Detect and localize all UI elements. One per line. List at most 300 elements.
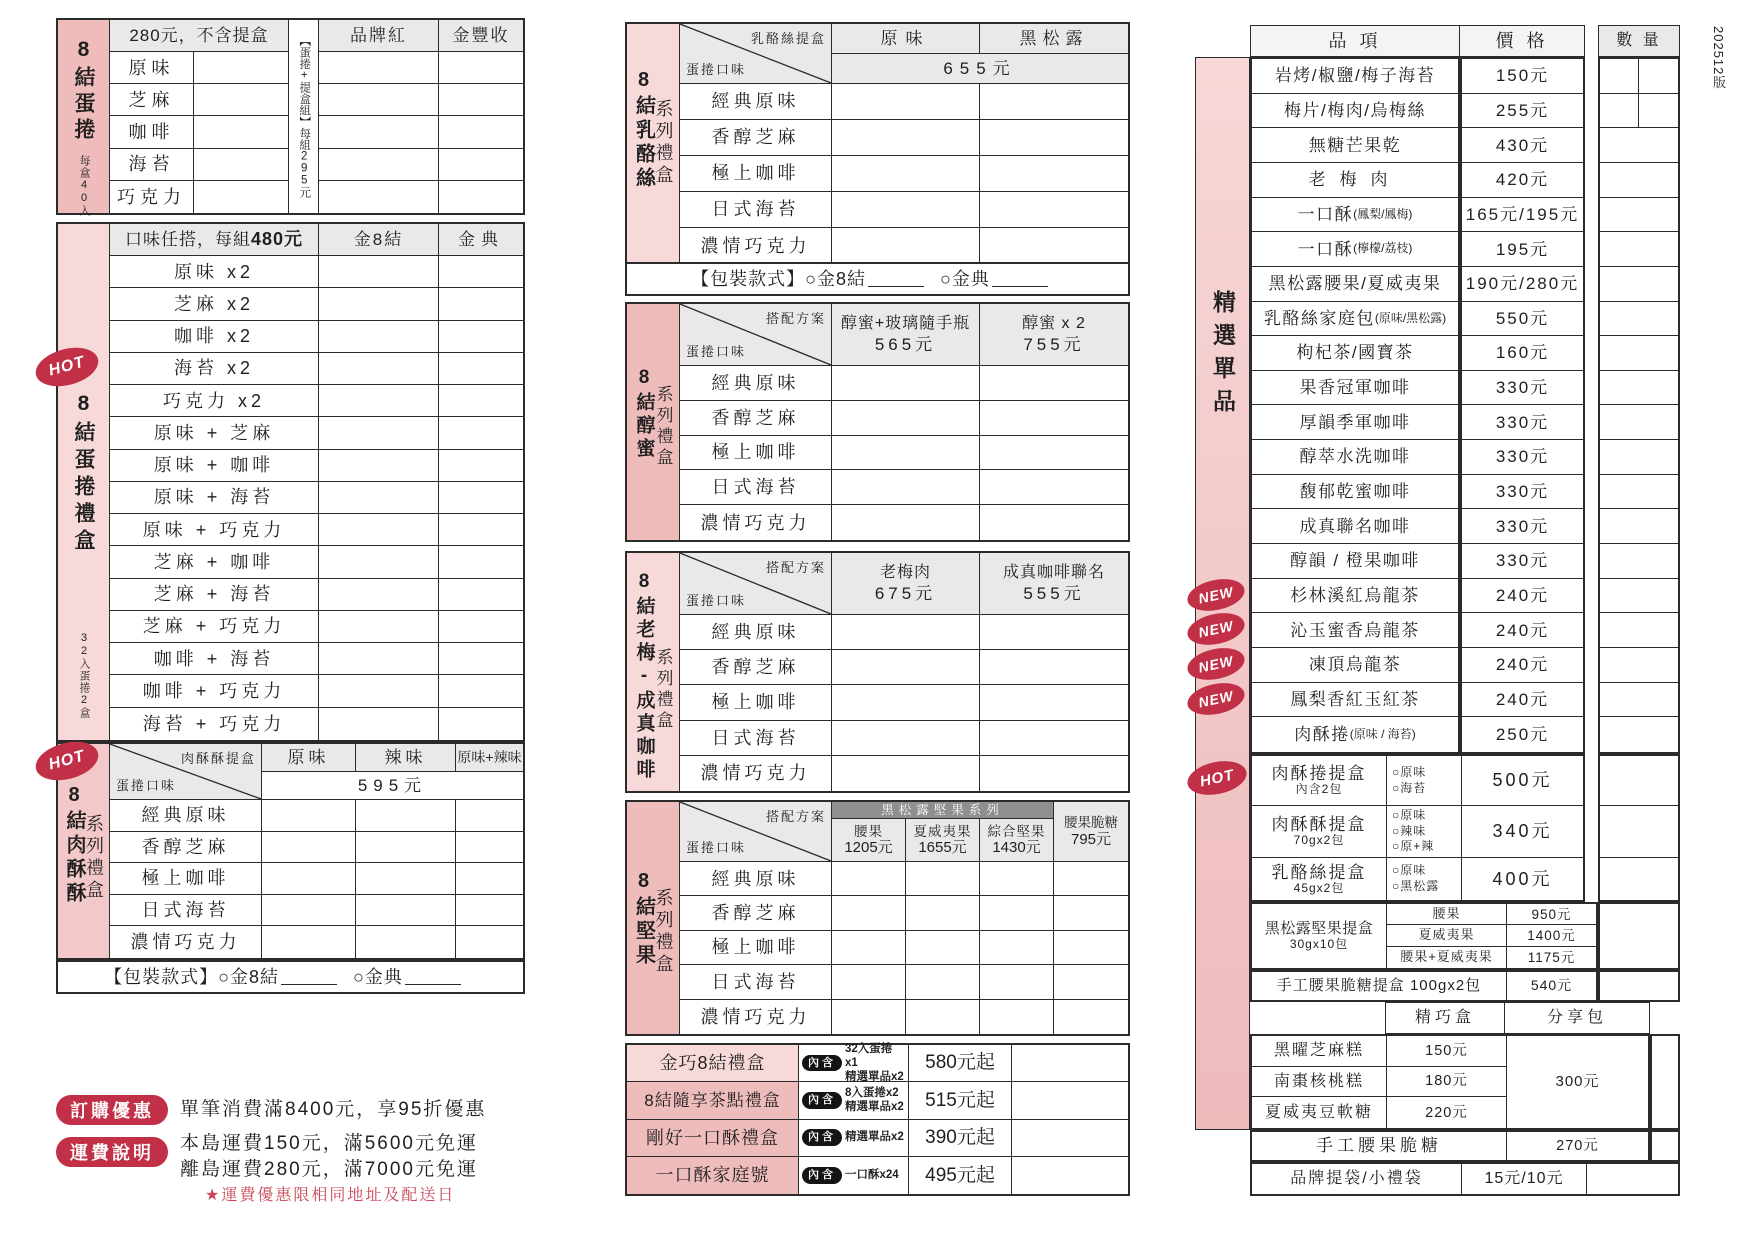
- nut-price: 1655元: [918, 838, 967, 856]
- qty-cell[interactable]: [1598, 970, 1680, 1002]
- order-cell[interactable]: [1012, 1082, 1128, 1119]
- plum-coffee-giftbox-section: [625, 551, 1130, 793]
- item-price: 330元: [1462, 509, 1583, 544]
- flavor-label: 濃情巧克力: [680, 505, 832, 540]
- package-style-row: [56, 960, 525, 994]
- promo-badge: NEW: [1186, 575, 1247, 614]
- order-cell[interactable]: [1054, 1000, 1128, 1034]
- sweet-petite-price: 180元: [1387, 1067, 1507, 1098]
- qty-cell[interactable]: [1600, 198, 1678, 233]
- item-label: [1252, 717, 1458, 752]
- column-header-golden-harvest: 金豐收: [439, 20, 523, 52]
- item-label-text: 鳳梨香紅玉紅茶: [1290, 689, 1420, 709]
- order-cell[interactable]: [980, 721, 1128, 756]
- hamper-price: 400元: [1492, 868, 1553, 889]
- qty-cell[interactable]: [1600, 94, 1639, 129]
- order-cell[interactable]: [980, 120, 1128, 156]
- order-cell[interactable]: [262, 895, 356, 927]
- order-cell[interactable]: [1054, 965, 1128, 999]
- order-cell[interactable]: [319, 52, 439, 84]
- item-label: [1252, 232, 1458, 267]
- combo-gift-price: 495元起: [909, 1157, 1012, 1194]
- series-title-group: [58, 784, 109, 906]
- order-cell[interactable]: [980, 650, 1128, 685]
- order-cell[interactable]: [319, 514, 439, 546]
- order-cell[interactable]: [356, 800, 456, 832]
- order-cell[interactable]: [319, 385, 439, 417]
- item-price: 420元: [1462, 163, 1583, 198]
- item-label-sub: (原味 / 海苔): [1349, 726, 1416, 741]
- order-cell[interactable]: [439, 149, 523, 181]
- package-option-blank[interactable]: [868, 271, 924, 287]
- flavor-option[interactable]: ○原味: [1392, 863, 1427, 878]
- order-cell[interactable]: [319, 256, 439, 288]
- order-cell[interactable]: [906, 862, 980, 896]
- promo-badge: NEW: [1186, 679, 1247, 718]
- package-style-label: 【包裝款式】: [691, 268, 806, 289]
- order-cell[interactable]: [980, 505, 1128, 540]
- qty-cell[interactable]: [1600, 371, 1678, 406]
- bag-name: 品牌提袋/小禮袋: [1252, 1164, 1462, 1194]
- flavor-label: 巧克力: [110, 181, 194, 213]
- order-cell[interactable]: [439, 288, 523, 320]
- nut-price: 1205元: [844, 838, 893, 856]
- order-cell[interactable]: [832, 192, 980, 228]
- qty-cell[interactable]: [1600, 683, 1678, 718]
- flavor-label: 濃情巧克力: [110, 926, 262, 958]
- order-cell[interactable]: [832, 156, 980, 192]
- item-label-sub: (鳳梨/鳳梅): [1353, 206, 1413, 221]
- order-cell[interactable]: [356, 926, 456, 958]
- column-header-golden: 金典: [439, 224, 523, 256]
- series-title: 8結堅果: [632, 870, 655, 968]
- hamper-qty-column: [1598, 754, 1680, 902]
- qty-cell[interactable]: [1598, 902, 1680, 970]
- order-cell[interactable]: [832, 505, 980, 540]
- item-price: 430元: [1462, 128, 1583, 163]
- giftbox-header-text: 口味任搭，每組: [124, 229, 251, 249]
- contains-lines: [845, 1086, 904, 1115]
- qty-cell[interactable]: [1600, 163, 1678, 198]
- order-cell[interactable]: [319, 353, 439, 385]
- sweet-name: 黑曜芝麻糕: [1252, 1036, 1387, 1067]
- order-cell[interactable]: [319, 675, 439, 707]
- qty-cell[interactable]: [1600, 59, 1639, 94]
- hamper-price: 340元: [1462, 806, 1583, 858]
- order-cell[interactable]: [1054, 931, 1128, 965]
- package-option-golden[interactable]: ○金典: [940, 268, 990, 289]
- order-cell[interactable]: [262, 800, 356, 832]
- qty-cell[interactable]: [1600, 509, 1678, 544]
- order-cell[interactable]: [319, 288, 439, 320]
- qty-cell[interactable]: [1600, 440, 1678, 475]
- qty-cell[interactable]: [1600, 128, 1678, 163]
- column-price: 675元: [874, 584, 937, 604]
- nut-column-header: [832, 819, 906, 862]
- order-cell[interactable]: [906, 1000, 980, 1034]
- series-subtitle: 系列禮盒: [84, 814, 104, 902]
- qty-cell[interactable]: [1600, 302, 1678, 337]
- order-cell[interactable]: [832, 931, 906, 965]
- order-discount-pill: 訂購優惠: [56, 1095, 168, 1125]
- combo-giftbox-rows: [625, 1043, 1130, 1196]
- item-label-text: 醇萃水洗咖啡: [1299, 447, 1411, 467]
- package-option-golden[interactable]: ○金典: [353, 966, 403, 987]
- nut-column-header: [906, 819, 980, 862]
- package-style-label: 【包裝款式】: [104, 966, 219, 987]
- contains-badge: 內含: [802, 1129, 842, 1145]
- sweets-rows: [1250, 1034, 1650, 1130]
- flavor-option[interactable]: ○原味: [1392, 764, 1427, 779]
- series-subtitle: 系列禮盒: [653, 99, 674, 187]
- order-cell[interactable]: [456, 832, 523, 864]
- order-cell[interactable]: [439, 514, 523, 546]
- flavor-label: 經典原味: [680, 366, 832, 401]
- order-cell[interactable]: [832, 862, 906, 896]
- order-cell[interactable]: [980, 366, 1128, 401]
- series-title-group: [627, 359, 679, 469]
- order-cell[interactable]: [439, 675, 523, 707]
- order-discount-text: 單筆消費滿8400元，享95折優惠: [180, 1099, 487, 1121]
- order-cell[interactable]: [906, 931, 980, 965]
- order-cell[interactable]: [319, 450, 439, 482]
- column-header-brand-red: 品牌紅: [319, 20, 439, 52]
- order-cell[interactable]: [439, 385, 523, 417]
- item-label-text: 馥郁乾蜜咖啡: [1299, 482, 1411, 502]
- order-cell[interactable]: [356, 895, 456, 927]
- eggroll-title: 8結蛋捲: [72, 38, 95, 144]
- qty-cell[interactable]: [1600, 406, 1678, 441]
- order-cell[interactable]: [194, 84, 289, 116]
- order-cell[interactable]: [356, 832, 456, 864]
- combo-flavor-label: 原味 x2: [110, 256, 319, 288]
- hamper-note: 70gx2包: [1293, 833, 1345, 848]
- shipping-line-1: 本島運費150元，滿5600元免運: [180, 1133, 478, 1155]
- eggroll-section: [56, 18, 525, 215]
- series-subtitle: 系列禮盒: [653, 385, 673, 469]
- qty-cell[interactable]: [1639, 94, 1678, 129]
- order-cell[interactable]: [319, 482, 439, 514]
- column-price: 755元: [1023, 335, 1085, 355]
- eggroll-sidebar: [58, 20, 110, 217]
- porkfloss-column-header: 原味: [262, 744, 356, 772]
- item-label-sub: (原味/黑松露): [1374, 310, 1447, 325]
- qty-cell[interactable]: [1600, 336, 1678, 371]
- order-cell[interactable]: [980, 1000, 1054, 1034]
- flavor-option[interactable]: ○原味: [1392, 808, 1427, 823]
- nut-hamper-note: 30gx10包: [1289, 936, 1349, 951]
- item-label: [1252, 198, 1458, 233]
- order-cell[interactable]: [439, 450, 523, 482]
- column-header: [832, 553, 980, 615]
- nut-price: 1430元: [992, 838, 1041, 856]
- qty-cell[interactable]: [1600, 232, 1678, 267]
- series-title: 8結肉酥酥: [63, 784, 85, 906]
- order-cell[interactable]: [832, 84, 980, 120]
- order-cell[interactable]: [832, 436, 980, 471]
- order-cell[interactable]: [319, 611, 439, 643]
- giftbox-title: 8結蛋捲禮盒: [72, 392, 95, 556]
- column-name: 老梅肉: [879, 563, 931, 581]
- order-cell[interactable]: [439, 84, 523, 116]
- item-price: 150元: [1462, 59, 1583, 94]
- qty-cell[interactable]: [1587, 1164, 1678, 1194]
- order-cell[interactable]: [439, 256, 523, 288]
- qty-cell[interactable]: [1600, 267, 1678, 302]
- item-label: [1252, 683, 1458, 718]
- flavor-option[interactable]: ○黑松露: [1392, 879, 1440, 893]
- order-cell[interactable]: [194, 181, 289, 213]
- qty-cell[interactable]: [1650, 1034, 1680, 1130]
- order-cell[interactable]: [262, 926, 356, 958]
- order-cell[interactable]: [439, 181, 523, 213]
- order-cell[interactable]: [832, 685, 980, 720]
- order-cell[interactable]: [832, 1000, 906, 1034]
- combo-flavor-label: 咖啡 + 巧克力: [110, 675, 319, 707]
- flavor-label: 日式海苔: [110, 895, 262, 927]
- order-cell[interactable]: [832, 965, 906, 999]
- order-cell[interactable]: [439, 321, 523, 353]
- flavor-label: 經典原味: [680, 862, 832, 896]
- order-cell[interactable]: [906, 965, 980, 999]
- item-label: [1252, 579, 1458, 614]
- hamper-name: [1252, 756, 1387, 806]
- combo-contains-cell: [799, 1157, 909, 1194]
- flavor-label: 濃情巧克力: [680, 1000, 832, 1034]
- order-cell[interactable]: [1012, 1157, 1128, 1194]
- order-cell[interactable]: [439, 579, 523, 611]
- qty-cell[interactable]: [1600, 613, 1678, 648]
- order-cell[interactable]: [456, 926, 523, 958]
- order-cell[interactable]: [439, 546, 523, 578]
- order-cell[interactable]: [906, 896, 980, 930]
- order-cell[interactable]: [1054, 896, 1128, 930]
- series-subtitle: 系列禮盒: [653, 647, 673, 732]
- column-name: 醇蜜+玻璃隨手瓶: [840, 314, 971, 332]
- series-title-group: [627, 571, 679, 782]
- order-cell[interactable]: [319, 84, 439, 116]
- diag-top-label: 搭配方案: [765, 809, 826, 824]
- porkfloss-giftbox-section: [56, 742, 525, 960]
- order-cell[interactable]: [1012, 1045, 1128, 1082]
- item-label-column: [1250, 57, 1460, 754]
- order-cell[interactable]: [832, 366, 980, 401]
- column-name: 醇蜜 x 2: [1022, 314, 1086, 332]
- hamper-options: [1387, 756, 1462, 806]
- column-header: [980, 304, 1128, 366]
- nut-column-header: [980, 819, 1054, 862]
- order-cell[interactable]: [262, 832, 356, 864]
- qty-cell[interactable]: [1639, 59, 1678, 94]
- order-cell[interactable]: [319, 321, 439, 353]
- order-cell[interactable]: [439, 353, 523, 385]
- flavor-label: 極上咖啡: [680, 436, 832, 471]
- column-header-item: 品 項: [1250, 25, 1460, 57]
- nut-name: 夏威夷果: [913, 823, 972, 839]
- item-label-text: 岩烤/椒鹽/梅子海苔: [1274, 66, 1436, 86]
- order-cell[interactable]: [832, 721, 980, 756]
- nut-variant-name: 腰果: [1387, 904, 1507, 925]
- item-label: [1252, 509, 1458, 544]
- package-option-gold8[interactable]: ○金8結: [218, 966, 279, 987]
- order-cell[interactable]: [980, 931, 1054, 965]
- order-cell[interactable]: [980, 896, 1054, 930]
- order-cell[interactable]: [319, 708, 439, 740]
- promo-badge: HOT: [33, 343, 102, 392]
- order-cell[interactable]: [980, 615, 1128, 650]
- order-cell[interactable]: [980, 192, 1128, 228]
- order-cell[interactable]: [980, 685, 1128, 720]
- candy-hamper-price: 540元: [1530, 977, 1573, 994]
- qty-cell[interactable]: [1600, 756, 1678, 806]
- flavor-label: 極上咖啡: [680, 931, 832, 965]
- qty-cell[interactable]: [1600, 475, 1678, 510]
- diagonal-header-cell: [110, 744, 262, 800]
- order-cell[interactable]: [262, 863, 356, 895]
- flavor-label: 濃情巧克力: [680, 228, 832, 264]
- order-cell[interactable]: [832, 120, 980, 156]
- column-header-share-pack: 分享包: [1505, 1002, 1650, 1034]
- shipping-line-2: 離島運費280元，滿7000元免運: [180, 1159, 478, 1181]
- order-cell[interactable]: [980, 228, 1128, 264]
- combo-flavor-label: 芝麻 + 巧克力: [110, 611, 319, 643]
- porkfloss-column-header: 辣味: [356, 744, 456, 772]
- column-price: 565元: [874, 335, 937, 355]
- item-label-text: 沁玉蜜香烏龍茶: [1290, 620, 1420, 640]
- order-cell[interactable]: [439, 482, 523, 514]
- item-label: [1252, 163, 1458, 198]
- promo-badge: NEW: [1186, 610, 1247, 649]
- order-cell[interactable]: [439, 116, 523, 148]
- order-cell[interactable]: [980, 156, 1128, 192]
- order-cell[interactable]: [980, 965, 1054, 999]
- giftbox-note: 32入蛋捲2盒: [78, 632, 90, 719]
- order-cell[interactable]: [456, 800, 523, 832]
- order-cell[interactable]: [319, 546, 439, 578]
- order-cell[interactable]: [319, 149, 439, 181]
- combo-gift-name: 一口酥家庭號: [627, 1157, 799, 1194]
- order-cell[interactable]: [456, 863, 523, 895]
- combo-gift-price: 580元起: [909, 1045, 1012, 1082]
- eggroll-giftbox-section: [56, 222, 525, 742]
- combo-contains-cell: [799, 1120, 909, 1157]
- order-cell[interactable]: [439, 708, 523, 740]
- series-title: 8結老梅-成真咖啡: [633, 571, 655, 782]
- sweet-name: 南棗核桃糕: [1252, 1067, 1387, 1098]
- order-cell[interactable]: [832, 470, 980, 505]
- flavor-label: 香醇芝麻: [680, 401, 832, 436]
- diagonal-header-cell: [680, 304, 832, 366]
- order-cell[interactable]: [832, 896, 906, 930]
- item-label-text: 肉酥捲: [1294, 725, 1350, 745]
- flavor-option[interactable]: ○原+辣: [1392, 839, 1435, 854]
- order-cell[interactable]: [439, 417, 523, 449]
- order-cell[interactable]: [1054, 862, 1128, 896]
- order-cell[interactable]: [356, 863, 456, 895]
- package-option-gold8[interactable]: ○金8結: [805, 268, 866, 289]
- order-cell[interactable]: [439, 611, 523, 643]
- giftbox-header: [110, 224, 319, 256]
- order-cell[interactable]: [319, 181, 439, 213]
- item-label: [1252, 59, 1458, 94]
- flavor-label: 日式海苔: [680, 192, 832, 228]
- order-cell[interactable]: [439, 52, 523, 84]
- order-cell[interactable]: [980, 84, 1128, 120]
- order-cell[interactable]: [980, 470, 1128, 505]
- order-cell[interactable]: [319, 116, 439, 148]
- order-cell[interactable]: [194, 52, 289, 84]
- flavor-option[interactable]: ○辣味: [1392, 823, 1427, 838]
- qty-cell[interactable]: [1650, 1130, 1680, 1162]
- flavor-option[interactable]: ○海苔: [1392, 780, 1427, 795]
- order-cell[interactable]: [194, 149, 289, 181]
- qty-cell[interactable]: [1600, 858, 1678, 900]
- order-cell[interactable]: [319, 417, 439, 449]
- item-label-sub: (檸檬/荔枝): [1353, 241, 1413, 256]
- order-cell[interactable]: [832, 615, 980, 650]
- qty-cell[interactable]: [1600, 717, 1678, 752]
- package-option-blank[interactable]: [405, 969, 461, 985]
- package-option-blank[interactable]: [992, 271, 1048, 287]
- item-price: 190元/280元: [1462, 267, 1583, 302]
- sweet-petite-price: 220元: [1387, 1097, 1507, 1128]
- order-cell[interactable]: [832, 228, 980, 264]
- nut-name: 綜合堅果: [987, 823, 1046, 839]
- diag-bottom-label: 蛋捲口味: [686, 840, 747, 855]
- contains-line: 精選單品x2: [845, 1071, 904, 1084]
- contains-line: 精選單品x2: [845, 1131, 904, 1144]
- honey-sidebar: [627, 304, 680, 540]
- diag-top-label: 乳酪絲提盒: [750, 31, 826, 46]
- order-cell[interactable]: [980, 862, 1054, 896]
- truffle-nut-hamper-row: [1250, 902, 1598, 970]
- qty-cell[interactable]: [1600, 648, 1678, 683]
- column-header: [980, 553, 1128, 615]
- order-cell[interactable]: [832, 401, 980, 436]
- qty-cell[interactable]: [1600, 806, 1678, 858]
- order-cell[interactable]: [319, 643, 439, 675]
- order-cell[interactable]: [980, 756, 1128, 791]
- series-title-group: [627, 69, 679, 191]
- order-cell[interactable]: [1012, 1120, 1128, 1157]
- contains-lines: [845, 1042, 905, 1085]
- diagonal-header-cell: [680, 553, 832, 615]
- item-price: 255元: [1462, 94, 1583, 129]
- flavor-label: 咖啡: [110, 116, 194, 148]
- order-cell[interactable]: [456, 895, 523, 927]
- nut-variant-name: 夏威夷果: [1387, 925, 1507, 946]
- nut-variant-name: 腰果+夏威夷果: [1387, 947, 1507, 968]
- item-label: [1252, 475, 1458, 510]
- item-label-text: 杉林溪紅烏龍茶: [1290, 586, 1420, 606]
- contains-line: 32入蛋捲x1: [845, 1042, 893, 1069]
- order-cell[interactable]: [319, 579, 439, 611]
- item-label: [1252, 440, 1458, 475]
- package-option-blank[interactable]: [281, 969, 337, 985]
- shipping-info-pill: 運費說明: [56, 1137, 168, 1167]
- item-label-text: 醇韻 / 橙果咖啡: [1290, 551, 1420, 571]
- order-cell[interactable]: [980, 401, 1128, 436]
- order-cell[interactable]: [980, 436, 1128, 471]
- diag-top-label: 搭配方案: [765, 311, 826, 326]
- order-cell[interactable]: [439, 643, 523, 675]
- qty-cell[interactable]: [1600, 544, 1678, 579]
- qty-cell[interactable]: [1600, 579, 1678, 614]
- order-cell[interactable]: [832, 650, 980, 685]
- order-cell[interactable]: [832, 756, 980, 791]
- order-cell[interactable]: [194, 116, 289, 148]
- flavor-label: 香醇芝麻: [680, 896, 832, 930]
